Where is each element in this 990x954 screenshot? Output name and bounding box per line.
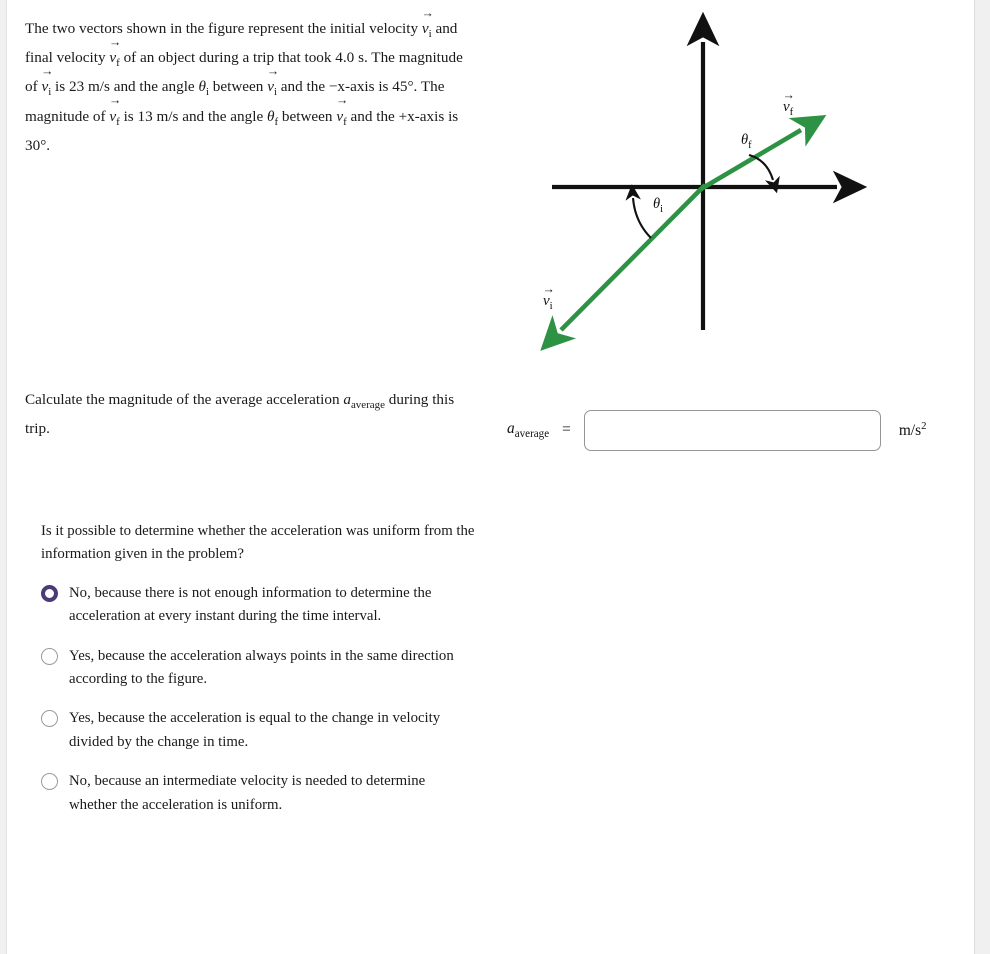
subscript-i: i (428, 28, 432, 41)
vector-v-i-inline-1 (422, 17, 432, 46)
theta-symbol: θ (266, 107, 275, 125)
v-symbol: v (783, 99, 790, 115)
mc-option-label-0: No, because there is not enough information to determine the acceleration at every instant during the time interval. (69, 584, 432, 625)
answer-unit (899, 420, 927, 440)
y-axis-label: y (698, 17, 705, 33)
vector-v-f-inline-1 (109, 46, 119, 75)
subscript-f: f (116, 57, 120, 70)
theta-symbol: θ (741, 132, 749, 148)
a-symbol: a (343, 391, 351, 408)
v-symbol: v (336, 107, 344, 125)
radio-button-1[interactable] (41, 648, 58, 665)
v-symbol: v (41, 78, 49, 96)
vector-v-i-inline-3 (267, 75, 277, 104)
a-symbol: a (507, 419, 515, 437)
vector-arrow-icon (336, 98, 346, 106)
answer-row (507, 406, 926, 454)
subscript-average: average (514, 428, 550, 441)
theta-symbol: θ (653, 196, 661, 212)
radio-button-3[interactable] (41, 773, 58, 790)
mc-option-3[interactable] (41, 770, 481, 817)
statement-part-7: is 13 m/s and the angle (119, 107, 267, 125)
subscript-f: f (748, 139, 752, 151)
statement-part-5: between (208, 78, 268, 96)
average-acceleration-input[interactable] (584, 410, 881, 451)
a-average-symbol-inline (343, 388, 385, 417)
multiple-choice-block (41, 520, 481, 833)
statement-part-2: and final velocity (25, 20, 458, 67)
problem-statement (25, 17, 477, 158)
mc-option-0[interactable] (41, 582, 481, 629)
statement-part-4: is 23 m/s and the angle (51, 78, 199, 96)
subscript-f: f (789, 106, 794, 118)
vector-arrow-icon (109, 98, 119, 106)
theta-f-inline (267, 105, 278, 134)
v-symbol: v (109, 49, 117, 67)
subscript-i: i (660, 203, 664, 215)
vector-v-i-inline-2 (41, 75, 51, 104)
equals-sign: = (562, 421, 571, 438)
vector-arrow-icon (422, 10, 432, 18)
mc-option-label-2: Yes, because the acceleration is equal to the change in velocity divided by the change in time. (69, 710, 441, 750)
v-f-label-group (783, 99, 793, 118)
vector-arrow-icon (267, 68, 277, 76)
v-symbol: v (421, 20, 429, 37)
angle-theta-i-arc (633, 198, 651, 238)
vector-arrow-icon (783, 92, 793, 100)
subscript-f: f (116, 115, 120, 128)
vector-v-final-label (783, 99, 793, 118)
vector-arrow-icon (109, 39, 119, 47)
unit-exponent: 2 (921, 419, 927, 432)
radio-button-2[interactable] (41, 710, 58, 727)
statement-part-9: and the +x-axis is 30°. (25, 107, 459, 154)
subscript-average: average (350, 399, 385, 412)
angle-theta-i-label (653, 196, 663, 215)
vector-v-f-inline-3 (336, 105, 346, 134)
v-symbol: v (267, 78, 274, 96)
vector-arrow-icon (41, 68, 51, 76)
radio-button-0-selected[interactable] (41, 585, 58, 602)
answer-label (507, 420, 549, 440)
vector-diagram-figure (527, 8, 877, 353)
vector-v-f-inline-2 (109, 105, 119, 134)
subscript-f: f (343, 115, 347, 128)
v-symbol: v (543, 293, 550, 309)
subscript-f: f (274, 115, 279, 128)
mc-option-label-1: Yes, because the acceleration always points in the same direction according to the figure. (69, 647, 454, 688)
mc-option-label-3: No, because an intermediate velocity is needed to determine whether the acceleration is uniform. (69, 773, 426, 813)
vector-arrow-icon (543, 286, 553, 294)
theta-symbol: θ (198, 78, 206, 96)
vector-v-initial-label (543, 293, 553, 312)
vector-v-initial (561, 185, 705, 330)
statement-part-6: and the −x-axis is 45°. The magnitude of (25, 78, 445, 125)
subscript-i: i (48, 86, 52, 99)
theta-i-inline (198, 75, 209, 104)
mc-option-2[interactable] (41, 707, 481, 754)
statement-part-8: between (278, 107, 337, 125)
calculate-question (25, 388, 465, 441)
subscript-i: i (549, 300, 553, 312)
angle-theta-f-label (741, 132, 752, 151)
subscript-i: i (205, 86, 209, 99)
calc-text-before: Calculate the magnitude of the average acceleration (25, 391, 344, 408)
subscript-i: i (273, 86, 277, 99)
unit-text: m/s (898, 422, 922, 440)
vector-diagram-svg (527, 8, 877, 353)
v-symbol: v (109, 107, 117, 125)
problem-page (6, 0, 975, 954)
statement-part-1: The two vectors shown in the figure represent the initial velocity (25, 20, 422, 37)
mc-option-1[interactable] (41, 645, 481, 692)
x-axis-label: x (849, 179, 856, 195)
calc-text-after: during this trip. (25, 391, 455, 438)
v-i-label-group (543, 293, 553, 312)
statement-part-3: of an object during a trip that took 4.0 s. The magnitude of (25, 49, 463, 96)
multiple-choice-question: Is it possible to determine whether the acceleration was uniform from the information given in the problem? (41, 523, 475, 563)
